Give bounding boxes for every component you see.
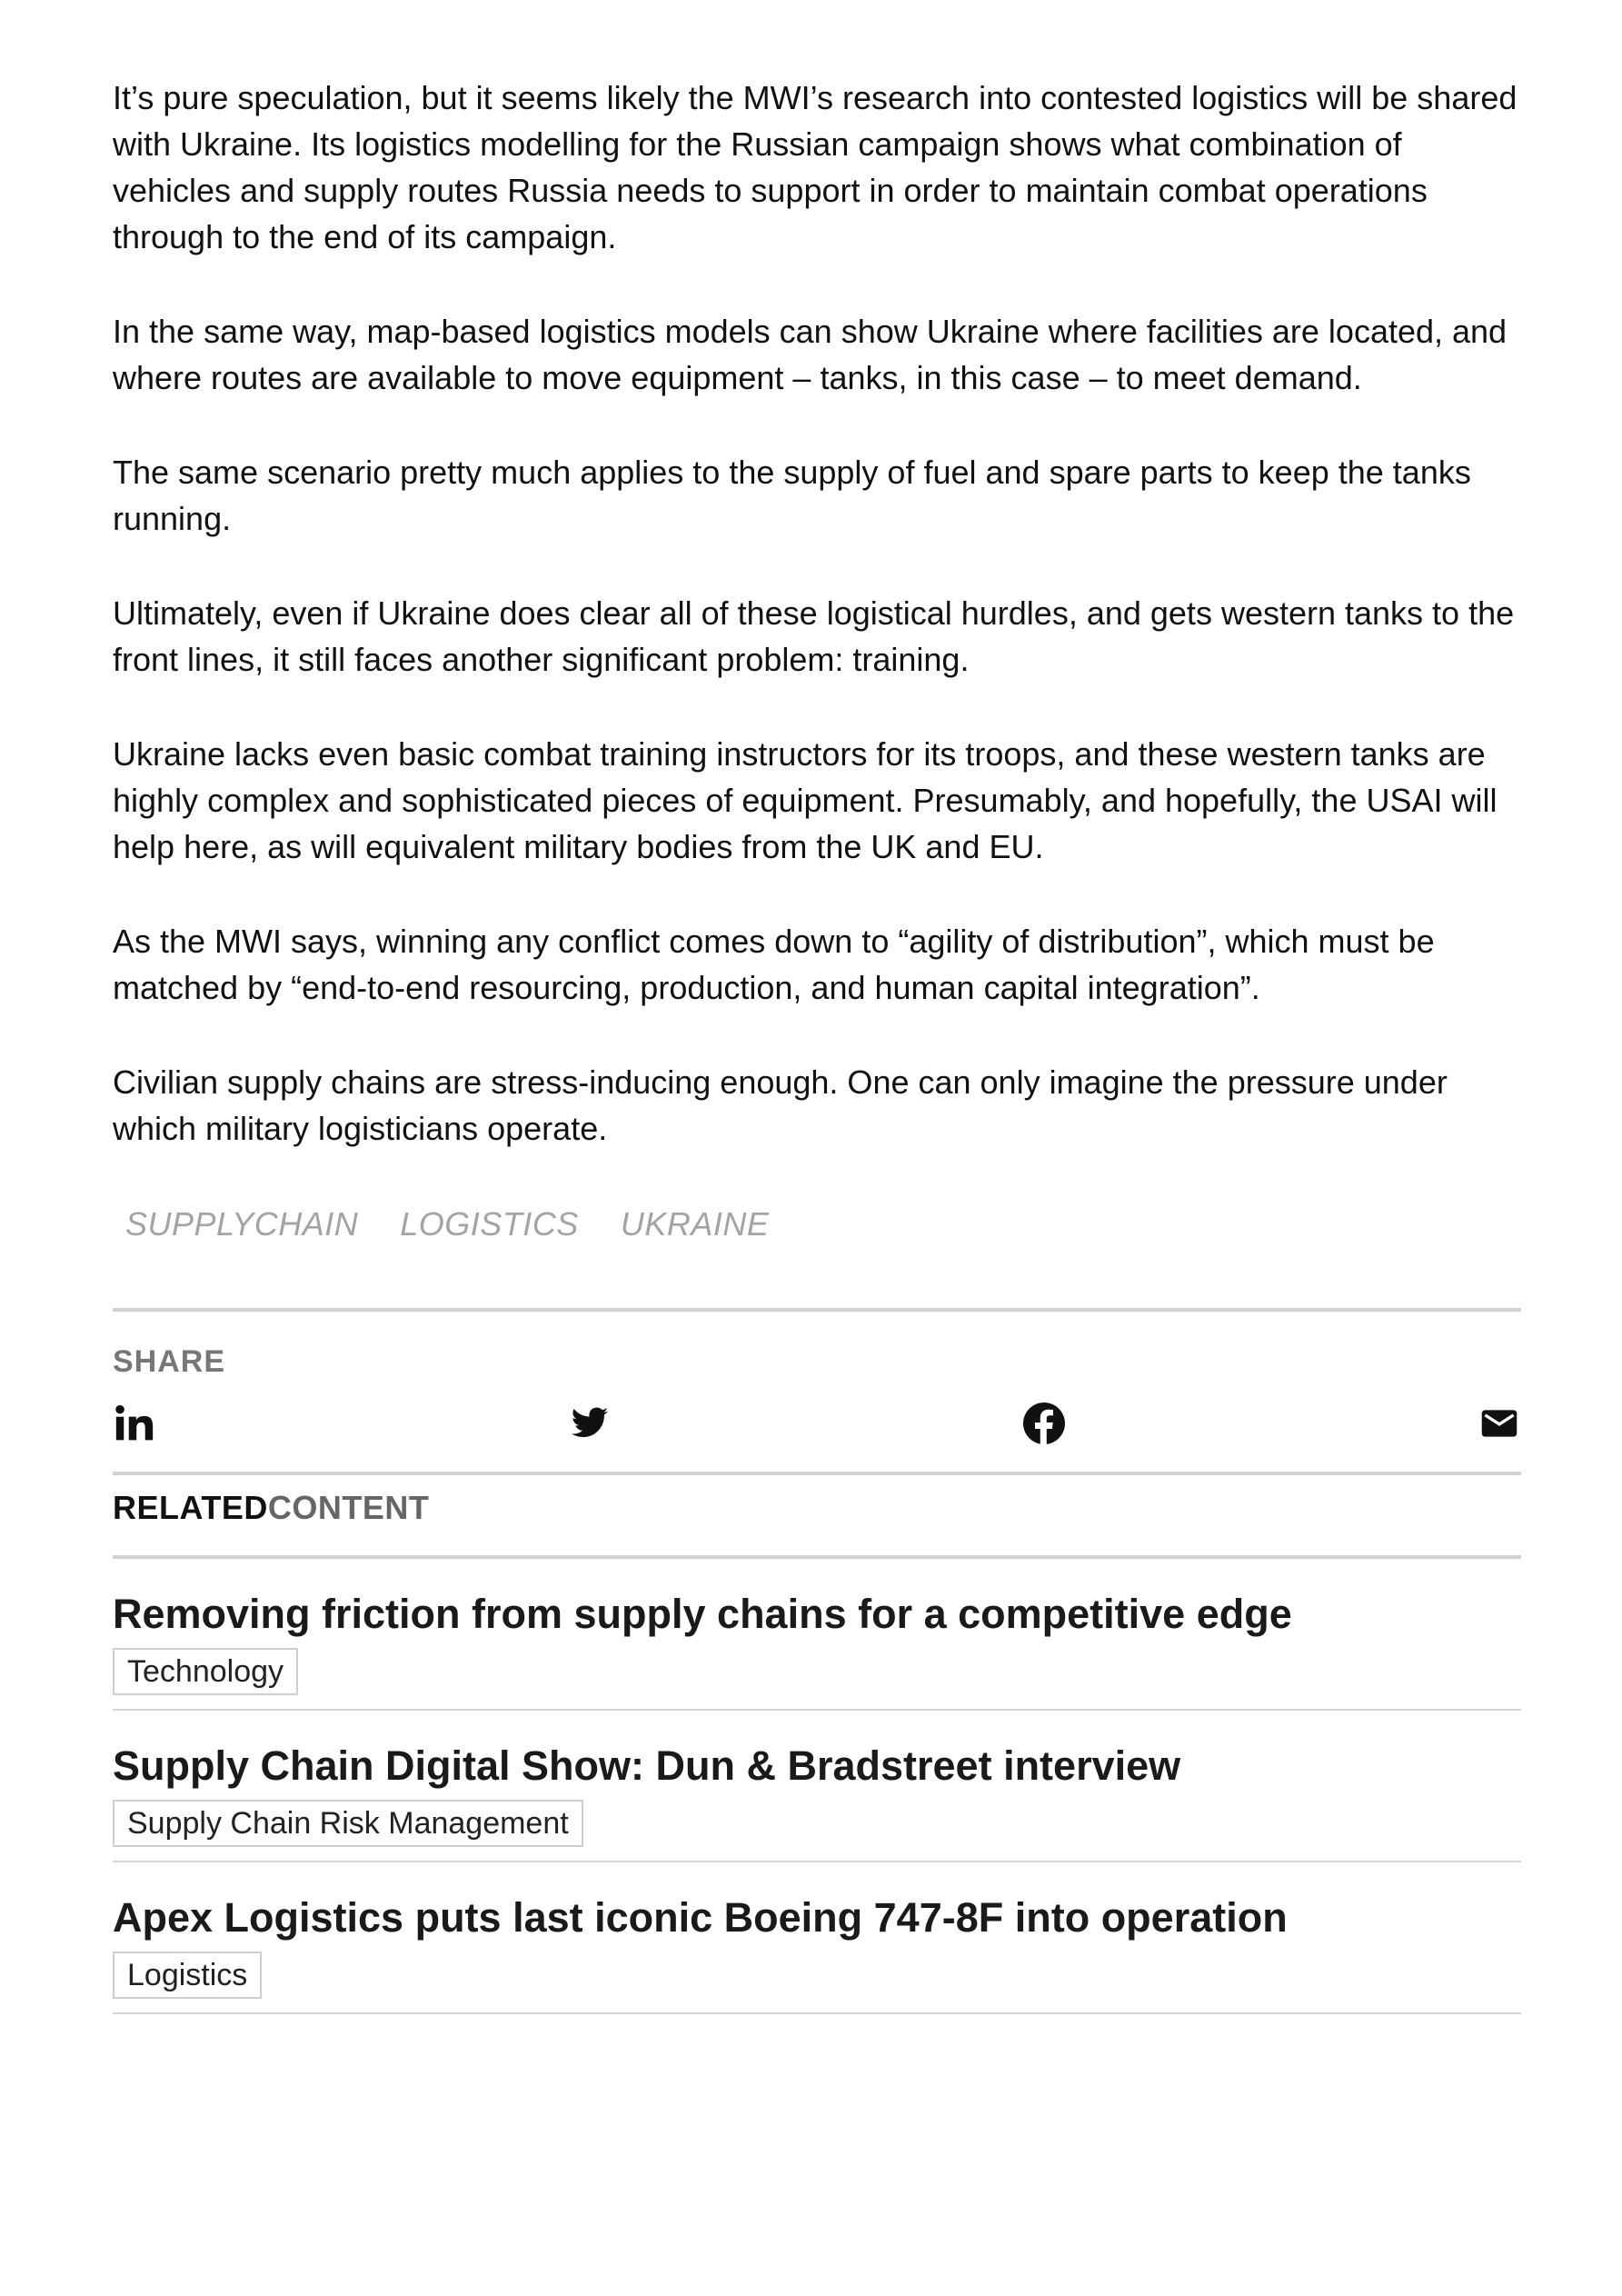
article-paragraph: Ukraine lacks even basic combat training instructors for its troops, and these western tanks are highly complex and sophisticated pieces of equipment. Presumably, and hopefully, the USAI will help here, as will equivalent military bodies from the UK and EU. — [113, 735, 1498, 865]
related-content-heading — [113, 1490, 1521, 1555]
article-paragraph: In the same way, map-based logistics models can show Ukraine where facilities are located, and where routes are available to move equipment – tanks, in this case – to meet demand. — [113, 313, 1508, 396]
article-paragraph: The same scenario pretty much applies to the supply of fuel and spare parts to keep the tanks running. — [113, 454, 1471, 537]
tag-list — [113, 1197, 1521, 1252]
related-article-title[interactable]: Supply Chain Digital Show: Dun & Bradstreet interview — [113, 1742, 1181, 1789]
tag-ukraine[interactable]: UKRAINE — [620, 1205, 770, 1243]
article-paragraph: Civilian supply chains are stress-inducing enough. One can only imagine the pressure under which military logisticians operate. — [113, 1063, 1448, 1147]
tag-logistics[interactable]: LOGISTICS — [400, 1205, 579, 1243]
article-content — [113, 75, 1521, 2014]
related-article-title[interactable]: Removing friction from supply chains for a competitive edge — [113, 1591, 1292, 1637]
related-article-title[interactable]: Apex Logistics puts last iconic Boeing 747-8F into operation — [113, 1894, 1288, 1941]
share-buttons — [113, 1395, 1521, 1452]
related-article[interactable] — [113, 1862, 1521, 2014]
divider — [113, 1308, 1521, 1312]
article-paragraph: It’s pure speculation, but it seems likely the MWI’s research into contested logistics will be shared with Ukraine. Its logistics modelling for the Russian campaign shows what combination of vehicles and supply routes Russia needs to support in order to maintain combat operations through to the end of its campaign. — [113, 79, 1518, 255]
related-title-strong: RELATED — [113, 1489, 268, 1526]
linkedin-icon[interactable] — [113, 1402, 156, 1445]
article-paragraph: As the MWI says, winning any conflict comes down to “agility of distribution”, which must be matched by “end-to-end resourcing, production, and human capital integration”. — [113, 923, 1435, 1006]
email-icon[interactable] — [1478, 1402, 1521, 1445]
share-title: SHARE — [113, 1344, 226, 1379]
share-section — [113, 1308, 1521, 1475]
tag-supplychain[interactable]: SUPPLYCHAIN — [125, 1205, 359, 1243]
divider — [113, 1472, 1521, 1475]
related-title-light: CONTENT — [267, 1489, 430, 1526]
related-article-tag[interactable]: Logistics — [113, 1952, 262, 1999]
related-article-tag[interactable]: Supply Chain Risk Management — [113, 1800, 583, 1847]
related-article-tag[interactable]: Technology — [113, 1648, 298, 1695]
article-paragraph: Ultimately, even if Ukraine does clear all of these logistical hurdles, and gets western tanks to the front lines, it still faces another significant problem: training. — [113, 594, 1515, 678]
related-article[interactable] — [113, 1559, 1521, 1711]
related-article[interactable] — [113, 1711, 1521, 1862]
facebook-icon[interactable] — [1022, 1402, 1066, 1445]
twitter-icon[interactable] — [568, 1402, 612, 1445]
